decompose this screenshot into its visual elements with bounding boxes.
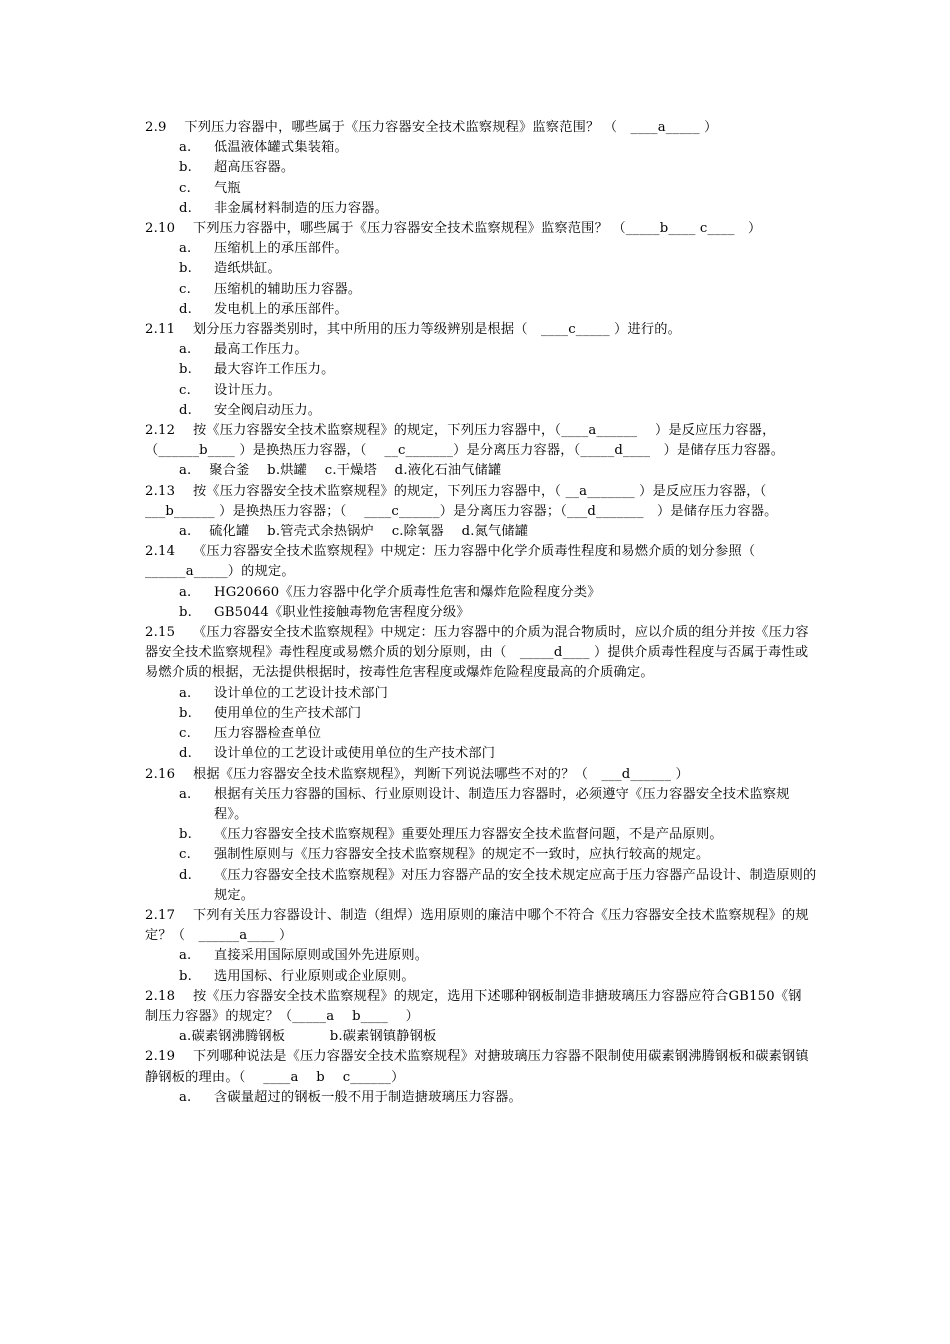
inline-options: a.碳素钢沸腾钢板 b.碳素钢镇静钢板	[179, 1029, 437, 1045]
option-label: b.	[179, 705, 193, 721]
answer-option	[179, 845, 819, 865]
option-label: b.	[179, 604, 193, 620]
option-text: 最大容许工作压力。	[214, 362, 335, 378]
answer-option	[179, 360, 819, 380]
option-label: c.	[179, 382, 191, 398]
answer-option	[179, 138, 819, 158]
option-label: b.	[179, 160, 193, 176]
option-text: 使用单位的生产技术部门	[214, 705, 362, 721]
option-text: 气瓶	[214, 180, 241, 196]
option-text: 设计单位的工艺设计或使用单位的生产技术部门	[214, 746, 496, 762]
option-text: 非金属材料制造的压力容器。	[214, 200, 389, 216]
question-text: 2.18 按《压力容器安全技术监察规程》的规定，选用下述哪种钢板制造非搪玻璃压力容器应符合GB150《钢制压力容器》的规定？（_____a b____ ）	[145, 988, 802, 1024]
option-label: d.	[179, 867, 193, 883]
question-text: 2.9 下列压力容器中，哪些属于《压力容器安全技术监察规程》监察范围？ （ ____a_____ ）	[145, 120, 718, 135]
option-label: c.	[179, 281, 191, 297]
option-label: b.	[179, 968, 193, 984]
option-text: 设计压力。	[214, 382, 281, 398]
option-label: a.	[179, 948, 192, 964]
answer-option	[179, 583, 819, 603]
question-text: 2.11 划分压力容器类别时，其中所用的压力等级辨别是根据（ ____c_____ ）进行的。	[145, 322, 682, 338]
answer-option	[179, 967, 819, 987]
option-text: 选用国标、行业原则或企业原则。	[214, 968, 415, 984]
option-text: 压缩机上的承压部件。	[214, 241, 348, 257]
option-label: a.	[179, 241, 192, 257]
option-text: 根据有关压力容器的国标、行业原则设计、制造压力容器时，必须遵守《压力容器安全技术监察规程》。	[214, 786, 790, 822]
answer-option	[179, 401, 819, 421]
option-label: b.	[179, 362, 193, 378]
option-label: a.	[179, 342, 192, 358]
inline-options: a. 聚合釜 b.烘罐 c.干燥塔 d.液化石油气储罐	[179, 463, 502, 479]
option-text: 强制性原则与《压力容器安全技术监察规程》的规定不一致时，应执行较高的规定。	[214, 847, 710, 863]
question-text: 2.17 下列有关压力容器设计、制造（组焊）选用原则的廉洁中哪个不符合《压力容器安全技术监察规程》的规定？（ ______a____ ）	[145, 907, 809, 944]
answer-option	[179, 785, 819, 825]
option-label: a.	[179, 786, 192, 802]
question-text: 2.10 下列压力容器中，哪些属于《压力容器安全技术监察规程》监察范围？ （_____b____ c____ ）	[145, 221, 762, 237]
option-label: a.	[179, 140, 192, 156]
answer-option	[179, 744, 819, 764]
option-label: b.	[179, 827, 193, 843]
answer-option	[179, 158, 819, 178]
question-text: 2.16 根据《压力容器安全技术监察规程》，判断下列说法哪些不对的？（ ___d______ ）	[145, 766, 689, 782]
option-label: d.	[179, 402, 193, 418]
answer-option	[179, 259, 819, 279]
answer-option	[179, 724, 819, 744]
option-text: 安全阀启动压力。	[214, 402, 322, 418]
option-label: c.	[179, 180, 191, 196]
answer-option	[179, 866, 819, 906]
option-text: 直接采用国际原则或国外先进原则。	[214, 948, 429, 964]
option-label: d.	[179, 200, 193, 216]
option-text: 《压力容器安全技术监察规程》对压力容器产品的安全技术规定应高于压力容器产品设计、制造原则的规定。	[214, 867, 817, 903]
answer-option	[179, 199, 819, 219]
inline-options: a. 硫化罐 b.管壳式余热锅炉 c.除氧器 d.氮气储罐	[179, 524, 529, 540]
answer-option	[179, 946, 819, 966]
option-text: 设计单位的工艺设计技术部门	[214, 685, 389, 701]
answer-option	[179, 603, 819, 623]
option-text: 《压力容器安全技术监察规程》重要处理压力容器安全技术监督问题，不是产品原则。	[214, 827, 723, 843]
answer-option	[179, 280, 819, 300]
answer-option	[179, 179, 819, 199]
option-label: a.	[179, 685, 192, 701]
option-label: b.	[179, 261, 193, 277]
answer-option	[179, 239, 819, 259]
option-label: a.	[179, 1089, 192, 1105]
answer-option	[179, 300, 819, 320]
question-text: 2.19 下列哪种说法是《压力容器安全技术监察规程》对搪玻璃压力容器不限制使用碳素钢沸腾钢板和碳素钢镇静钢板的理由。（ ____a b c______）	[145, 1049, 809, 1085]
question-text: 2.14 《压力容器安全技术监察规程》中规定：压力容器中化学介质毒性程度和易燃介质的划分参照（ ______a_____）的规定。	[145, 544, 773, 580]
option-label: c.	[179, 847, 191, 863]
option-text: 低温液体罐式集装箱。	[214, 140, 348, 156]
option-text: 压缩机的辅助压力容器。	[214, 281, 362, 297]
option-text: 造纸烘缸。	[214, 261, 281, 277]
answer-option	[179, 1088, 819, 1108]
question-text: 2.12 按《压力容器安全技术监察规程》的规定，下列压力容器中，（____a______ ）是反应压力容器，（______b____ ）是换热压力容器，（ __c_______）是分离压力容器，（_____d____ ）是储存压力容器。	[145, 423, 785, 459]
answer-option	[179, 684, 819, 704]
answer-option	[179, 825, 819, 845]
document-body	[0, 118, 950, 1108]
option-text: 最高工作压力。	[214, 342, 308, 358]
option-text: 超高压容器。	[214, 160, 295, 176]
question-text: 2.15 《压力容器安全技术监察规程》中规定：压力容器中的介质为混合物质时，应以介质的组分并按《压力容器安全技术监察规程》毒性程度或易燃介质的划分原则，由（ _____d____ ）提供介质毒性程度与否属于毒性或易燃介质的根据，无法提供根据时，按毒性危害程度或爆炸危险程度最高的介质确定。	[145, 625, 809, 681]
option-text: GB5044《职业性接触毒物危害程度分级》	[214, 604, 470, 620]
option-text: 含碳量超过的钢板一般不用于制造搪玻璃压力容器。	[214, 1089, 522, 1105]
answer-option	[179, 704, 819, 724]
option-label: d.	[179, 301, 193, 317]
option-label: c.	[179, 726, 191, 742]
option-text: 压力容器检查单位	[214, 726, 322, 742]
answer-option	[179, 381, 819, 401]
question-text: 2.13 按《压力容器安全技术监察规程》的规定，下列压力容器中，（ __a_______ ）是反应压力容器，（ ___b______ ）是换热压力容器；（ ____c______）是分离压力容器；（___d_______ ）是储存压力容器。	[145, 483, 778, 519]
answer-option	[179, 340, 819, 360]
option-text: HG20660《压力容器中化学介质毒性危害和爆炸危险程度分类》	[214, 584, 601, 600]
option-text: 发电机上的承压部件。	[214, 301, 348, 317]
option-label: a.	[179, 584, 192, 600]
option-label: d.	[179, 746, 193, 762]
